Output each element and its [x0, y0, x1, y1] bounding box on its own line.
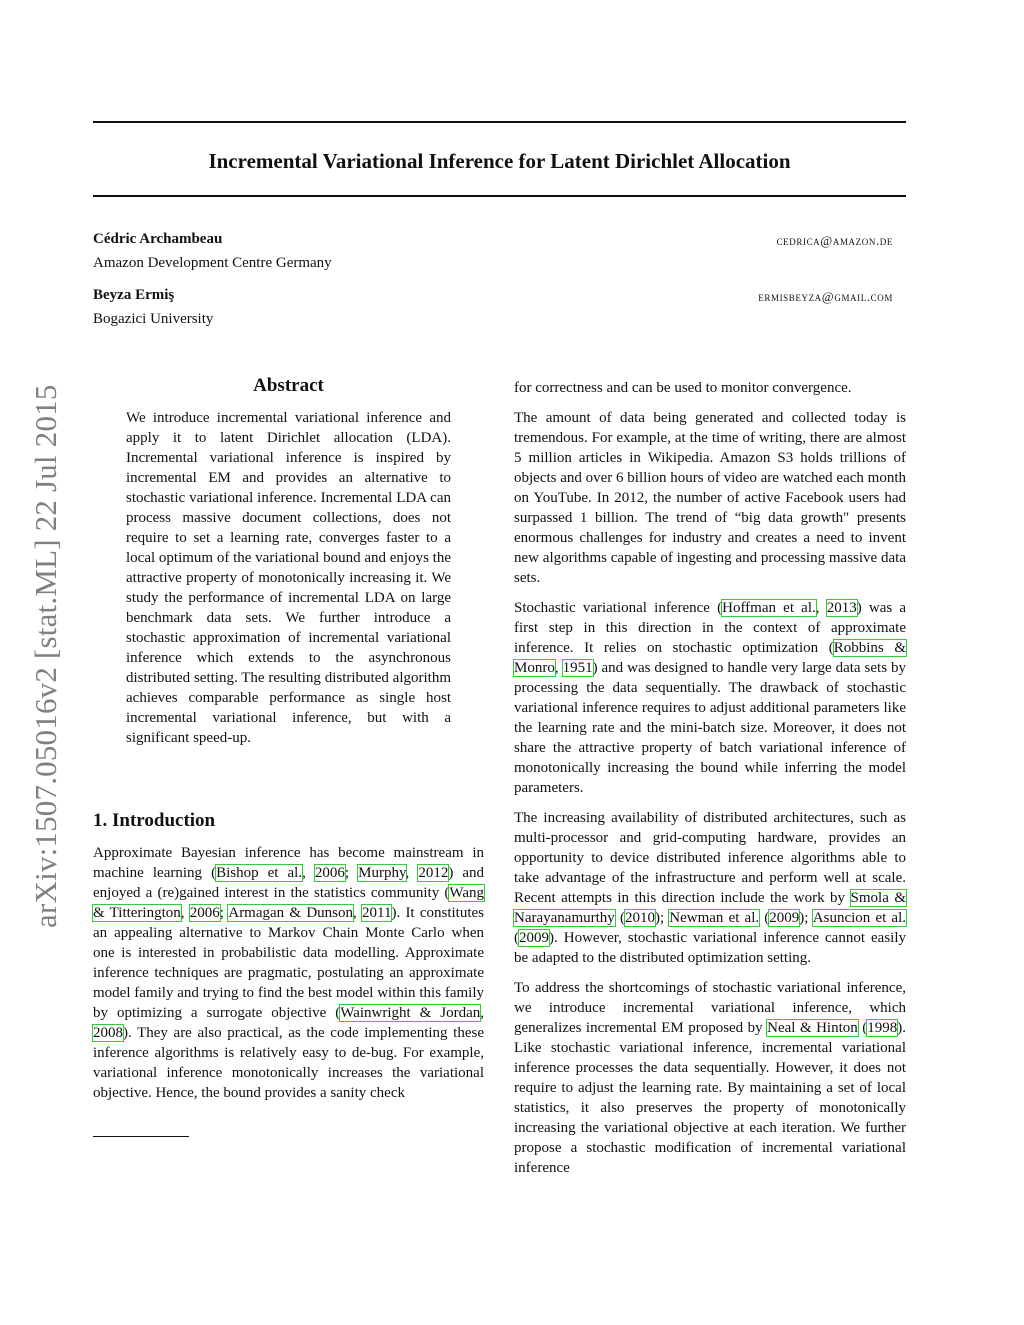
citation-link[interactable]: 1998: [867, 1020, 898, 1036]
citation-link[interactable]: 2011: [362, 905, 392, 921]
citation-link[interactable]: 2013: [826, 600, 857, 616]
paragraph: for correctness and can be used to monitor convergence.: [514, 380, 852, 396]
citation-link[interactable]: 2006: [189, 905, 220, 921]
citation-link[interactable]: 1951: [562, 660, 593, 676]
author-name: Cédric Archambeau: [93, 231, 223, 247]
title-bottom-rule: [93, 195, 906, 197]
citation-link[interactable]: Murphy: [358, 865, 406, 881]
arxiv-identifier-stamp[interactable]: arXiv:1507.05016v2 [stat.ML] 22 Jul 2015: [28, 384, 63, 928]
citation-link[interactable]: Armagan & Dunson: [228, 905, 353, 921]
citation-link[interactable]: Hoffman et al.: [722, 600, 816, 616]
citation-link[interactable]: Wainwright & Jordan: [340, 1005, 481, 1021]
citation-link[interactable]: Smola & Narayanamurthy: [514, 890, 906, 926]
citation-link[interactable]: Bishop et al.: [216, 865, 303, 881]
author-email[interactable]: cedrica@amazon.de: [776, 233, 893, 248]
citation-link[interactable]: 2009: [769, 910, 800, 926]
paragraph: The increasing availability of distributed architectures, such as multi-processor and grid-computing hardware, provides an opportunity to device distributed inference algorithms able to take advantage of the infrastructure and perform well at scale. Recent attempts in this direction include the work by Smola & Narayanamurthy (2010); Newman et al. (2009); Asuncion et al. (2009). However, stochastic variational inference cannot easily be adapted to the distributed optimization setting.: [514, 810, 906, 966]
citation-link[interactable]: 2006: [314, 865, 345, 881]
citation-link[interactable]: 2012: [418, 865, 449, 881]
section-heading-introduction: 1. Introduction: [93, 810, 216, 831]
paragraph: The amount of data being generated and collected today is tremendous. For example, at the time of writing, there are almost 5 million articles in Wikipedia. Amazon S3 holds trillions of objects and over 6 billion hours of video are watched each month on YouTube. In 2012, the number of active Facebook users had surpassed 1 billion. The trend of “big data growth" presents enormous challenges for industry and creates a need to invent new algorithms capable of ingesting and processing massive data sets.: [514, 410, 906, 586]
abstract-heading: Abstract: [253, 375, 324, 396]
right-column: [514, 378, 906, 1188]
paper-title: Incremental Variational Inference for Latent Dirichlet Allocation: [208, 149, 791, 173]
citation-link[interactable]: Neal & Hinton: [767, 1020, 858, 1036]
abstract-body: We introduce incremental variational inference and apply it to latent Dirichlet allocation (LDA). Incremental variational inference is inspired by incremental EM and provides an alternative to stochastic variational inference. Incremental LDA can process massive document collections, does not require to set a learning rate, converges faster to a local optimum of the variational bound and enjoys the attractive property of monotonically increasing it. We study the performance of incremental LDA on large benchmark data sets. We further introduce a stochastic approximation of incremental variational inference which extends to the asynchronous distributed setting. The resulting distributed algorithm achieves comparable performance as single host incremental variational inference, but with a significant speed-up.: [126, 410, 451, 746]
citation-link[interactable]: 2010: [624, 910, 655, 926]
author-name: Beyza Ermiş: [93, 287, 175, 303]
citation-link[interactable]: Newman et al.: [669, 910, 760, 926]
intro-paragraph: Approximate Bayesian inference has become mainstream in machine learning (Bishop et al., 2006; Murphy, 2012) and enjoyed a (re)gained interest in the statistics community (Wang & Titterington, 2006; Armagan & Dunson, 2011). It constitutes an appealing alternative to Markov Chain Monte Carlo when one is interested in probabilistic data modelling. Approximate inference techniques are pragmatic, postulating an approximate model family and trying to find the best model within this family by optimizing a surrogate objective (Wainwright & Jordan, 2008). They are also practical, as the code implementing these inference algorithms is relatively easy to de-bug. For example, variational inference monotonically increases the variational objective. Hence, the bound provides a sanity check: [93, 845, 485, 1101]
citation-link[interactable]: Asuncion et al.: [812, 910, 906, 926]
author-email[interactable]: ermisbeyza@gmail.com: [758, 289, 893, 304]
title-top-rule: [93, 121, 906, 123]
citation-link[interactable]: 2009: [519, 930, 549, 946]
author-affiliation: Amazon Development Centre Germany: [93, 255, 332, 271]
citation-link[interactable]: Wang & Titterington: [93, 885, 484, 921]
paragraph: To address the shortcomings of stochastic variational inference, we introduce incremental variational inference, which generalizes incremental EM proposed by Neal & Hinton (1998). Like stochastic variational inference, incremental variational inference processes the data sequentially. However, it does not require to adjust the learning rate. By maintaining a set of local statistics, it also preserves the property of monotonically increasing the variational objective at each iteration. We further propose a stochastic modification of incremental variational inference: [514, 980, 907, 1176]
footnote-rule: [93, 1136, 189, 1137]
citation-link[interactable]: Robbins & Monro: [514, 640, 906, 676]
author-affiliation: Bogazici University: [93, 311, 214, 327]
citation-link[interactable]: 2008: [93, 1025, 123, 1041]
paragraph: Stochastic variational inference (Hoffman et al., 2013) was a first step in this direction in the context of approximate inference. It relies on stochastic optimization (Robbins & Monro, 1951) and was designed to handle very large data sets by processing the data sequentially. The drawback of stochastic variational inference requires to adjust additional parameters like the learning rate and the mini-batch size. Moreover, it does not share the attractive property of batch variational inference of monotonically increasing the bound while inferring the model parameters.: [514, 600, 907, 796]
